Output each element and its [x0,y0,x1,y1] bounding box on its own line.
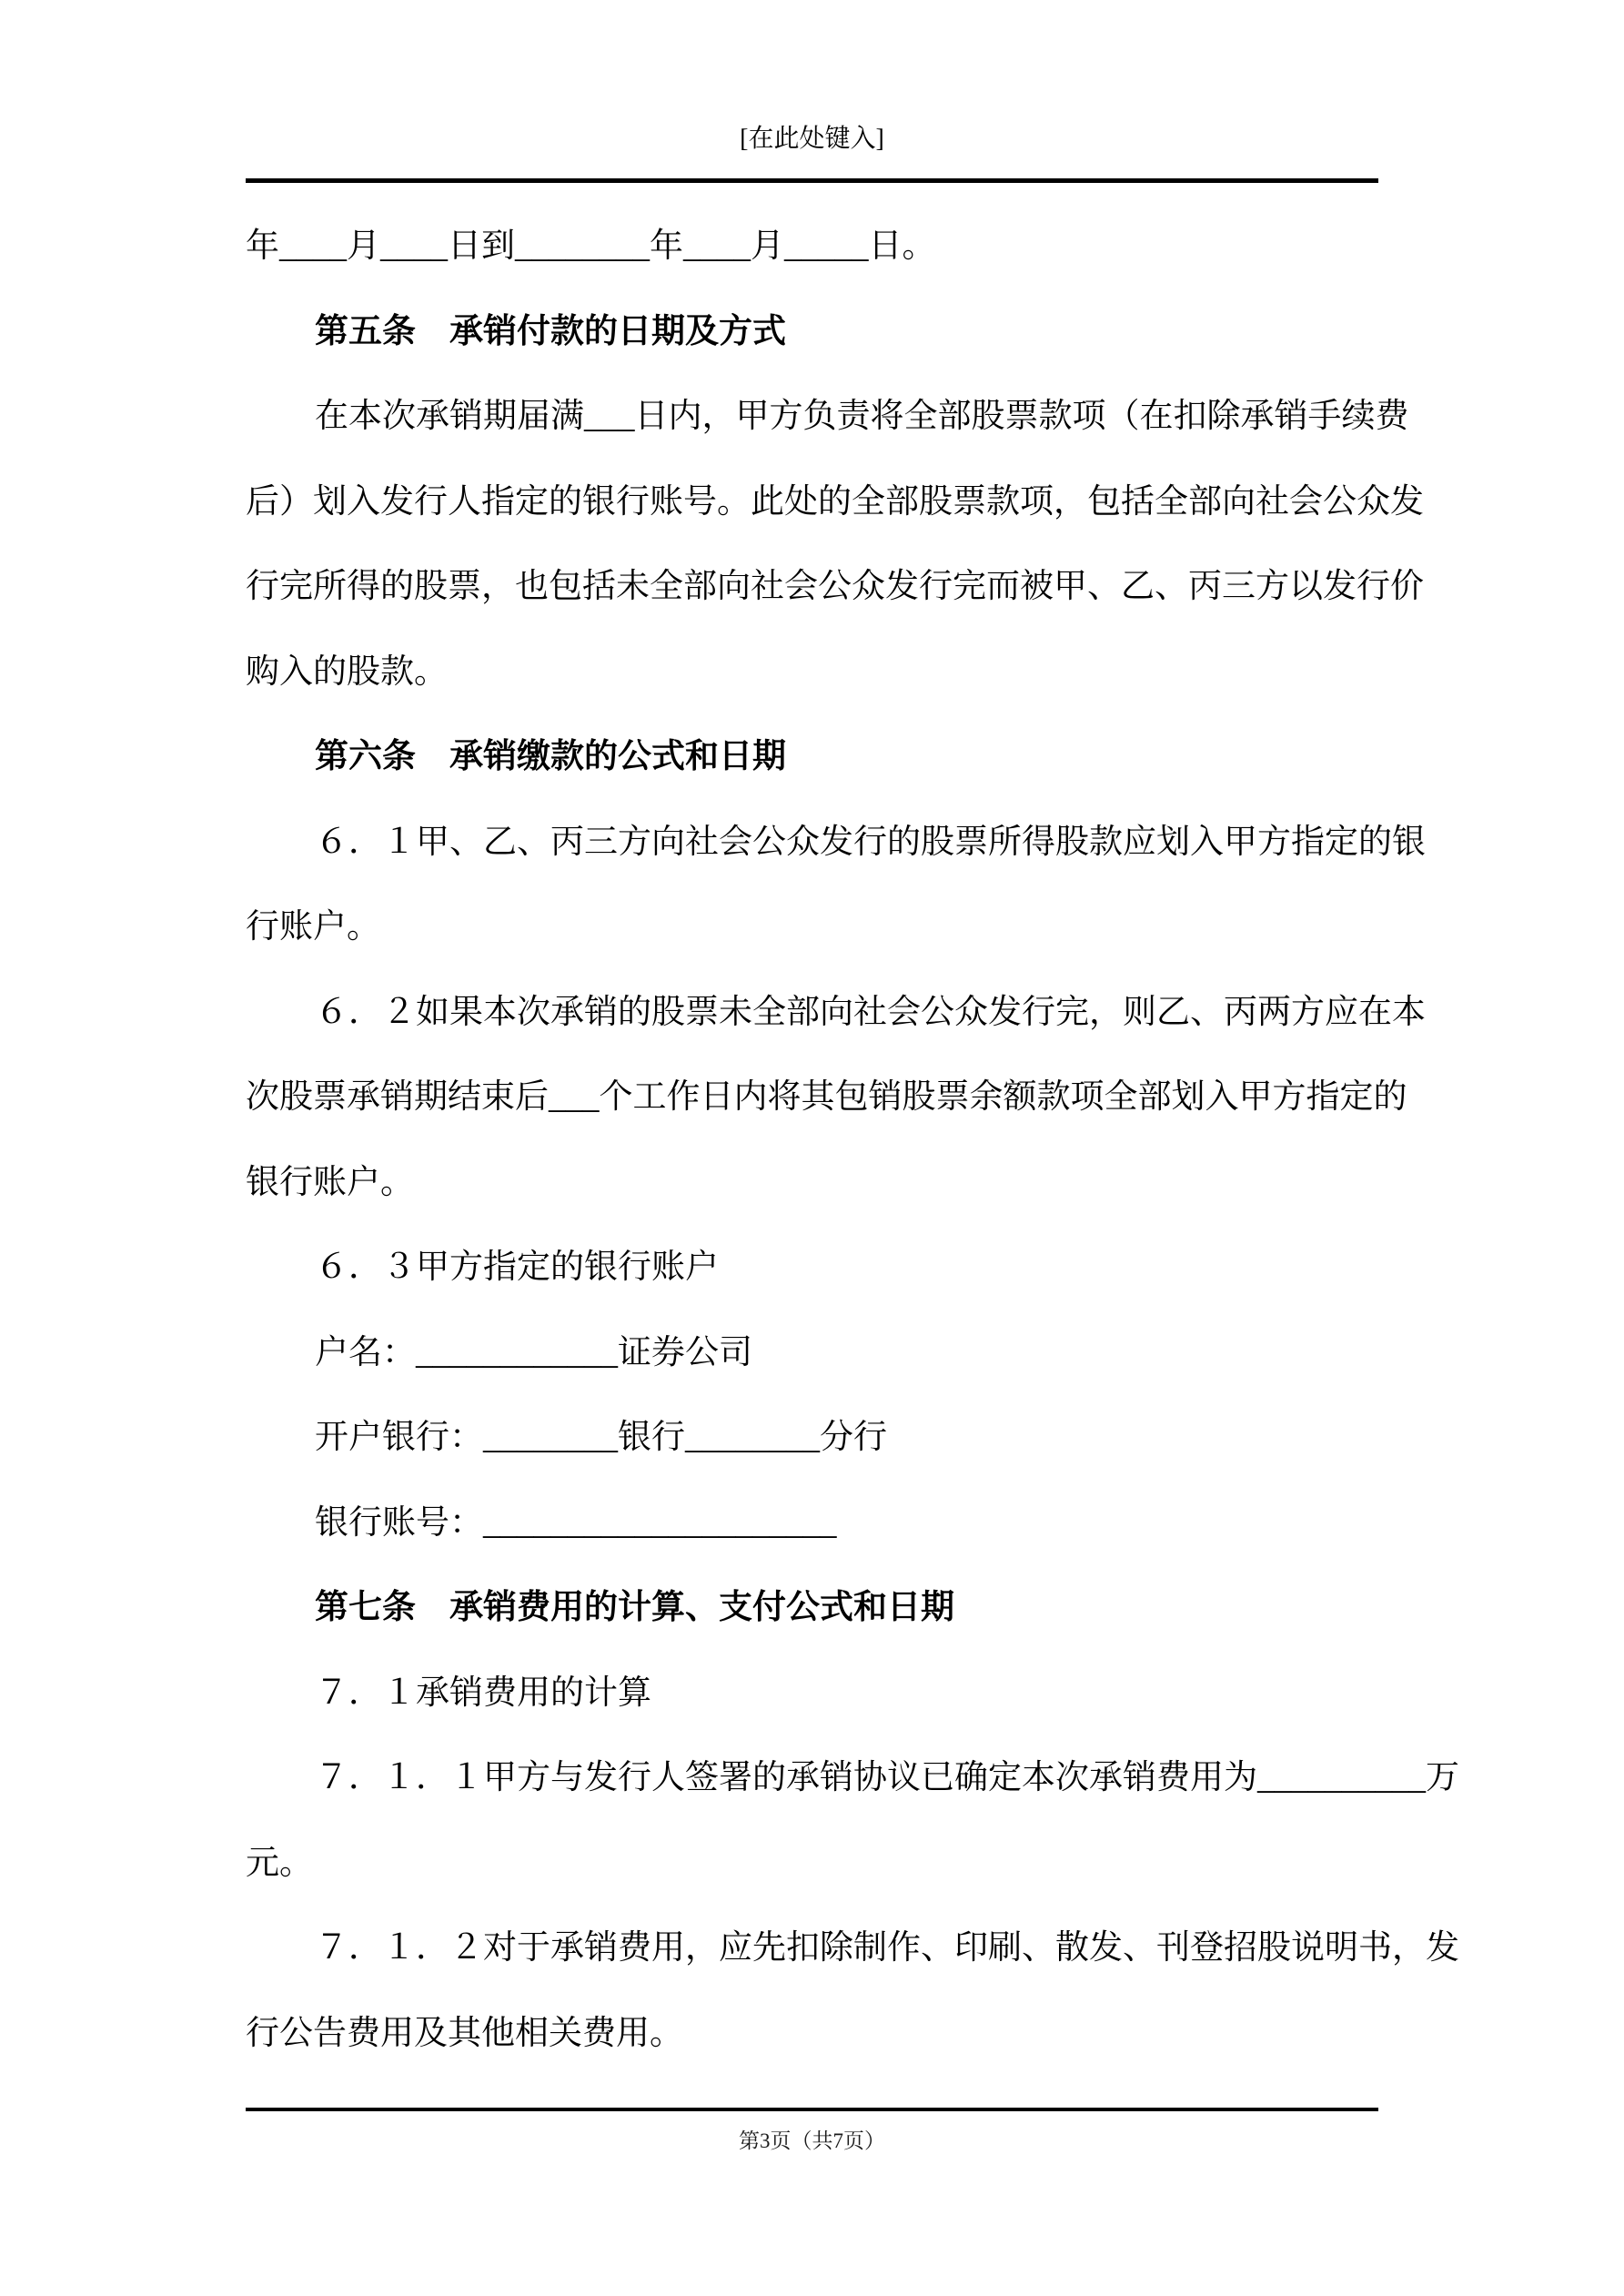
article-5-para-line-2: 后）划入发行人指定的银行账号。此处的全部股票款项，包括全部向社会公众发 [246,482,1424,521]
header-rule [246,178,1378,183]
header-placeholder-text: [在此处键入] [740,125,884,153]
clause-7-1-1-line-2: 元。 [246,1844,313,1882]
clause-7-1-1-line-1: ７．１．１甲方与发行人签署的承销协议已确定本次承销费用为__________万 [315,1759,1459,1796]
date-range-line: 年____月____日到________年____月_____日。 [246,228,936,265]
account-name-line: 户名：____________证券公司 [315,1333,752,1371]
clause-6-2-line-3: 银行账户。 [246,1163,414,1201]
clause-6-2-line-2: 次股票承销期结束后___个工作日内将其包销股票余额款项全部划入甲方指定的 [246,1078,1407,1116]
clause-7-1-line: ７．１承销费用的计算 [315,1674,651,1712]
clause-6-1-line-1: ６．１甲、乙、丙三方向社会公众发行的股票所得股款应划入甲方指定的银 [315,823,1426,861]
article-6-heading: 第六条 承销缴款的公式和日期 [315,738,786,775]
account-number-line: 银行账号：_____________________ [315,1503,837,1542]
article-5-para-line-1: 在本次承销期届满___日内，甲方负责将全部股票款项（在扣除承销手续费 [315,398,1409,435]
article-5-para-line-4: 购入的股款。 [246,652,448,691]
bank-branch-line: 开户银行：________银行________分行 [315,1419,887,1456]
article-7-heading: 第七条 承销费用的计算、支付公式和日期 [315,1589,954,1626]
article-5-para-line-3: 行完所得的股票，也包括未全部向社会公众发行完而被甲、乙、丙三方以发行价 [246,568,1424,605]
clause-7-1-2-line-2: 行公告费用及其他相关费用。 [246,2014,683,2052]
clause-6-1-line-2: 行账户。 [246,908,380,946]
article-5-heading: 第五条 承销付款的日期及方式 [315,312,786,350]
clause-6-3-line: ６．３甲方指定的银行账户 [315,1249,719,1286]
clause-7-1-2-line-1: ７．１．２对于承销费用，应先扣除制作、印刷、散发、刊登招股说明书，发 [315,1929,1459,1967]
footer-rule [246,2108,1378,2111]
page-number: 第3页（共7页） [739,2129,885,2152]
clause-6-2-line-1: ６．２如果本次承销的股票未全部向社会公众发行完，则乙、丙两方应在本 [315,993,1426,1031]
document-body [246,226,1459,2098]
